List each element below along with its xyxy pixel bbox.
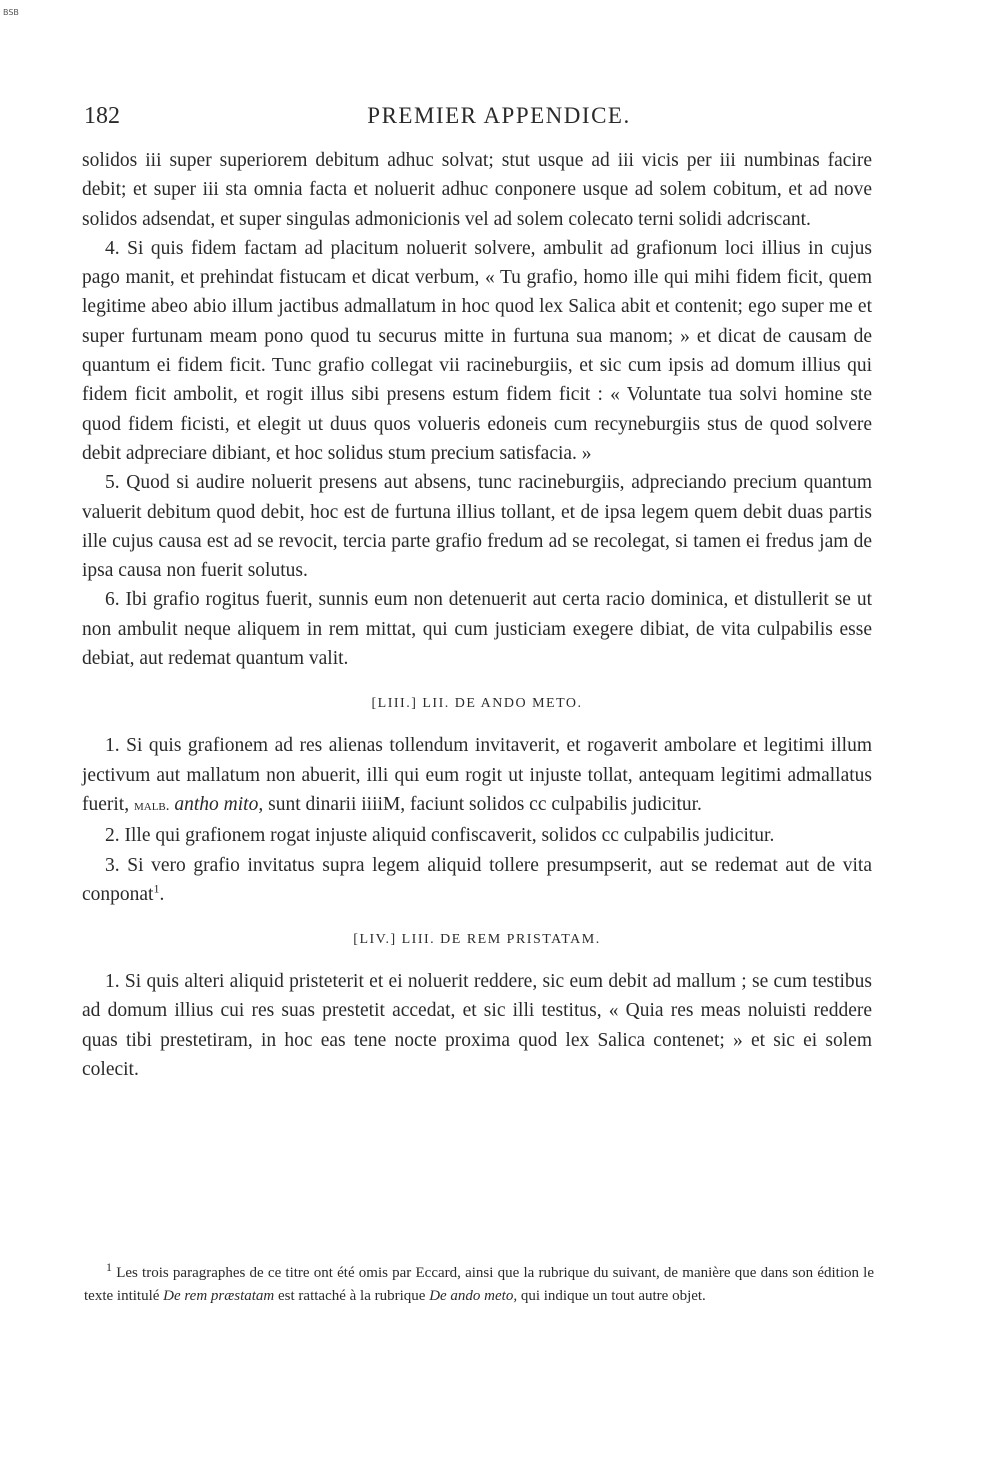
- paragraph-continued: solidos iii super superiorem debitum adhuc solvat; stut usque ad iii vicis per iii numbinas facire debit; et super iii sta omnia facta et noluerit adhuc conponere usque ad solem cobitum, et ad nove solidos adsendat, et super singulas admonicionis vel ad solem colecato terni solidi adcriscant.: [82, 150, 872, 230]
- paragraph-4: 4. Si quis fidem factam ad placitum noluerit solvere, ambulit ad grafionum loci illius in cujus pago manit, et prehindat fistucam et dicat verbum, « Tu grafio, homo ille qui mihi fidem ficit, quem legitime abeo abio illum jactibus admallatum in hoc quod lex Salica abit et contenit; ego super me et super furtunam meam pono quod tu securus mitte in furtuna sua manom; » et dicat de causam de quantum ei fidem ficit. Tunc grafio collegat vii racineburgiis, et sic cum ipsis ad domum illius qui fidem ficit ambolit, et rogit illus sibi presens estum fidem ficit : « Voluntate tua solvi homine ste quod fidem ficisti, et elegit ut duus quos volueris edoneis cum recyneburgiis stus de quod solvere debit adpreciare dibiant, et hoc solidus stum precium satisfacia. »: [82, 237, 872, 464]
- footnote-ref: 1: [153, 881, 160, 896]
- paragraph-6: 6. Ibi grafio rogitus fuerit, sunnis eum non detenuerit aut certa racio dominica, et distullerit se ut non ambulit neque aliquem in rem mittat, qui cum justiciam exegere dibiat, de vita culpabilis esse debiat, aut redemat quantum valit.: [82, 589, 872, 670]
- section-title-liv: [82, 925, 872, 955]
- footnote-text-c: qui indique un tout autre objet.: [520, 1287, 706, 1304]
- liii-p3-text: 3. Si vero grafio invitatus supra legem aliquid tollere presumpserit, aut se redemat aut de vita conponat: [82, 854, 872, 905]
- library-stamp: BSB: [3, 8, 19, 17]
- footnote: [84, 1262, 874, 1307]
- title-label: LII. DE ANDO METO.: [422, 696, 583, 712]
- title-label: LIII. DE REM PRISTATAM.: [401, 932, 601, 948]
- section-title-liii: [82, 689, 872, 719]
- paragraph-5: 5. Quod si audire noluerit presens aut absens, tunc racineburgiis, adpreciando precium quantum valuerit debitum quod debit, hoc est de furtuna illius tollant, et de ipsa legem quem debit duas partis ille cujus causa est ad se revocit, tercia parte grafio fredum ad se recolegat, si tamen ei fredus jam de ipsa causa non fuerit solutus.: [82, 472, 872, 582]
- page-body: [82, 146, 872, 1084]
- page-number: 182: [84, 103, 120, 129]
- liii-p1-text-b: sunt dinarii iiiiM, faciunt solidos cc culpabilis judicitur.: [268, 793, 702, 815]
- liv-paragraph-1: 1. Si quis alteri aliquid pristeterit et ei noluerit reddere, sic eum debit ad mallum ; se cum testibus ad domum illius cui res suas prestetit accedat, et sic illi testitus, « Quia res meas noluisti reddere quas tibi prestetiram, in hoc eas tene nocte proxima quod lex Salica contenet; » et sic ei solem colecit.: [82, 971, 872, 1081]
- footnote-italic-b: De ando meto,: [429, 1287, 518, 1304]
- liii-paragraph-3: [82, 851, 872, 910]
- liii-paragraph-2: 2. Ille qui grafionem rogat injuste aliquid confiscaverit, solidos cc culpabilis judicitur.: [105, 825, 775, 847]
- footnote-text-a: Les trois paragraphes de ce titre ont été omis par Eccard, ainsi que la rubrique du suivant, de manière que dans son édition le texte intitulé: [84, 1265, 875, 1304]
- malberg-gloss: antho mito,: [174, 793, 264, 815]
- liii-p1-text-a: 1. Si quis grafionem ad res alienas tollendum invitaverit, et rogaverit ambolare et legitimi illum jectivum aut mallatum non abuerit, illi qui eum rogit ut injuste tollat, antequam legitimi admallatus fuerit,: [82, 735, 872, 815]
- malb-abbrev: malb.: [133, 797, 170, 814]
- liii-paragraph-1: [82, 731, 872, 821]
- running-title: PREMIER APPENDICE.: [367, 103, 631, 128]
- title-bracket: [LIII.]: [371, 696, 418, 712]
- footnote-italic-a: De rem præstatam: [163, 1287, 275, 1304]
- footnote-text-b: est rattaché à la rubrique: [278, 1287, 426, 1304]
- title-bracket: [LIV.]: [353, 932, 397, 948]
- liii-p3-end: .: [159, 883, 165, 905]
- page-header: [84, 103, 874, 139]
- footnote-mark: 1: [106, 1260, 112, 1274]
